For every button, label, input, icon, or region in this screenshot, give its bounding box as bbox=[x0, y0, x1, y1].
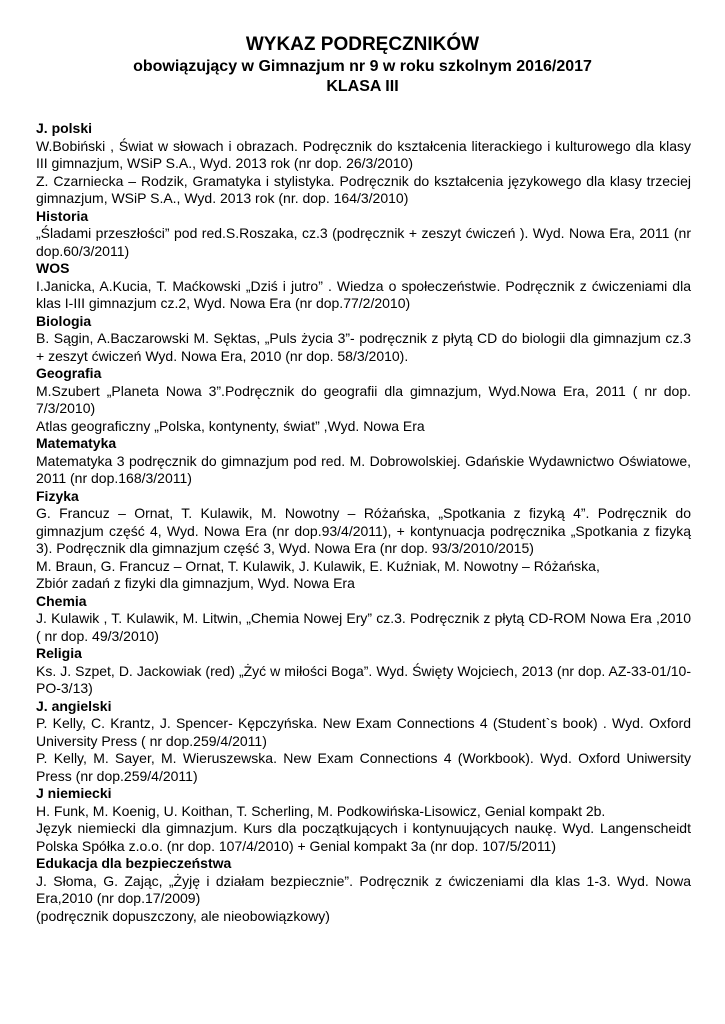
textbook-entry: I.Janicka, A.Kucia, T. Maćkowski „Dziś i jutro” . Wiedza o społeczeństwie. Podręcznik z ćwiczeniami dla klas I-III gimnazjum cz.2, Wyd. Nowa Era (nr dop.77/2/2010) bbox=[36, 277, 691, 311]
textbook-entry: W.Bobiński , Świat w słowach i obrazach. Podręcznik do kształcenia literackiego i kulturowego dla klasy III gimnazjum, WSiP S.A., Wyd. 2013 rok (nr dop. 26/3/2010) bbox=[36, 137, 691, 171]
textbook-entry: „Śladami przeszłości” pod red.S.Roszaka, cz.3 (podręcznik + zeszyt ćwiczeń ). Wyd. Nowa Era, 2011 (nr dop.60/3/2011) bbox=[36, 225, 691, 259]
subject-heading: J. polski bbox=[36, 120, 93, 136]
subject-section bbox=[36, 313, 691, 366]
textbook-entry: Z. Czarniecka – Rodzik, Gramatyka i stylistyka. Podręcznik do kształcenia językowego dla klasy trzeciej gimnazjum, WSiP S.A., Wyd. 2013 rok (nr. dop. 164/3/2010) bbox=[36, 172, 691, 206]
subject-heading: J. angielski bbox=[36, 697, 112, 714]
textbook-entry: G. Francuz – Ornat, T. Kulawik, M. Nowotny – Różańska, „Spotkania z fizyką 4”. Podręcznik do gimnazjum część 4, Wyd. Nowa Era (nr dop.93/4/2011), + kontynuacja podręcznika „Spotkania z fizyką 3). Podręcznik dla gimnazjum część 3, Wyd. Nowa Era (nr dop. 93/3/2010/2015) bbox=[36, 505, 691, 556]
subject-section bbox=[36, 208, 691, 261]
subject-section bbox=[36, 785, 691, 855]
textbook-entry: Matematyka 3 podręcznik do gimnazjum pod red. M. Dobrowolskiej. Gdańskie Wydawnictwo Oświatowe, 2011 (nr dop.168/3/2011) bbox=[36, 452, 691, 486]
subject-heading: Historia bbox=[36, 207, 89, 224]
subject-heading: Biologia bbox=[36, 312, 92, 329]
subject-heading: Religia bbox=[36, 645, 82, 661]
subject-heading: Geografia bbox=[36, 365, 102, 381]
page-subtitle: obowiązujący w Gimnazjum nr 9 w roku szkolnym 2016/2017 bbox=[133, 58, 592, 75]
subject-heading: J niemiecki bbox=[36, 785, 112, 801]
subject-section bbox=[36, 645, 691, 698]
subject-section bbox=[36, 365, 691, 435]
textbook-entry: J. Kulawik , T. Kulawik, M. Litwin, „Chemia Nowej Ery” cz.3. Podręcznik z płytą CD-ROM Nowa Era ,2010 ( nr dop. 49/3/2010) bbox=[36, 610, 691, 644]
textbook-entry: M. Braun, G. Francuz – Ornat, T. Kulawik, J. Kulawik, E. Kuźniak, M. Nowotny – Różańska, bbox=[36, 557, 600, 574]
textbook-list bbox=[36, 120, 691, 925]
textbook-entry: P. Kelly, C. Krantz, J. Spencer- Kępczyńska. New Exam Connections 4 (Student`s book) . Wyd. Oxford University Press ( nr dop.259/4/2011) bbox=[36, 715, 691, 749]
subject-heading: WOS bbox=[36, 260, 70, 276]
subject-heading: Fizyka bbox=[36, 487, 79, 504]
textbook-entry: M.Szubert „Planeta Nowa 3”.Podręcznik do geografii dla gimnazjum, Wyd.Nowa Era, 2011 ( nr dop. 7/3/2010) bbox=[36, 382, 691, 416]
page-title: WYKAZ PODRĘCZNIKÓW bbox=[245, 34, 480, 55]
subject-section bbox=[36, 260, 691, 313]
subject-section bbox=[36, 435, 691, 488]
textbook-entry: Atlas geograficzny „Polska, kontynenty, świat” ,Wyd. Nowa Era bbox=[36, 417, 425, 434]
subject-heading: Matematyka bbox=[36, 435, 117, 451]
subject-section bbox=[36, 698, 691, 786]
subject-heading: Chemia bbox=[36, 592, 87, 609]
subject-section bbox=[36, 488, 691, 593]
subject-section bbox=[36, 593, 691, 646]
subject-section bbox=[36, 120, 691, 208]
subject-heading: Edukacja dla bezpieczeństwa bbox=[36, 855, 232, 871]
textbook-entry: Zbiór zadań z fizyki dla gimnazjum, Wyd. Nowa Era bbox=[36, 575, 355, 591]
textbook-entry: (podręcznik dopuszczony, ale nieobowiązkowy) bbox=[36, 907, 330, 924]
textbook-entry: J. Słoma, G. Zając, „Żyję i działam bezpiecznie”. Podręcznik z ćwiczeniami dla klas 1-3. Wyd. Nowa Era,2010 (nr dop.17/2009) bbox=[36, 872, 691, 906]
textbook-entry: H. Funk, M. Koenig, U. Koithan, T. Scherling, M. Podkowińska-Lisowicz, Genial kompakt 2b. bbox=[36, 802, 606, 819]
textbook-entry: Ks. J. Szpet, D. Jackowiak (red) „Żyć w miłości Boga”. Wyd. Święty Wojciech, 2013 (nr dop. AZ-33-01/10-PO-3/13) bbox=[36, 662, 691, 696]
textbook-entry: Język niemiecki dla gimnazjum. Kurs dla początkujących i kontynuujących naukę. Wyd. Langenscheidt Polska Spółka z.o.o. (nr dop. 107/4/2010) + Genial kompakt 3a (nr dop. 107/5/2011) bbox=[36, 820, 691, 854]
class-label: KLASA III bbox=[326, 78, 399, 95]
subject-section bbox=[36, 855, 691, 925]
textbook-entry: P. Kelly, M. Sayer, M. Wieruszewska. New Exam Connections 4 (Workbook). Wyd. Oxford Uniwersity Press (nr dop.259/4/2011) bbox=[36, 750, 691, 784]
textbook-entry: B. Sągin, A.Baczarowski M. Sęktas, „Puls życia 3”- podręcznik z płytą CD do biologii dla gimnazjum cz.3 + zeszyt ćwiczeń Wyd. Nowa Era, 2010 (nr dop. 58/3/2010). bbox=[36, 330, 691, 364]
